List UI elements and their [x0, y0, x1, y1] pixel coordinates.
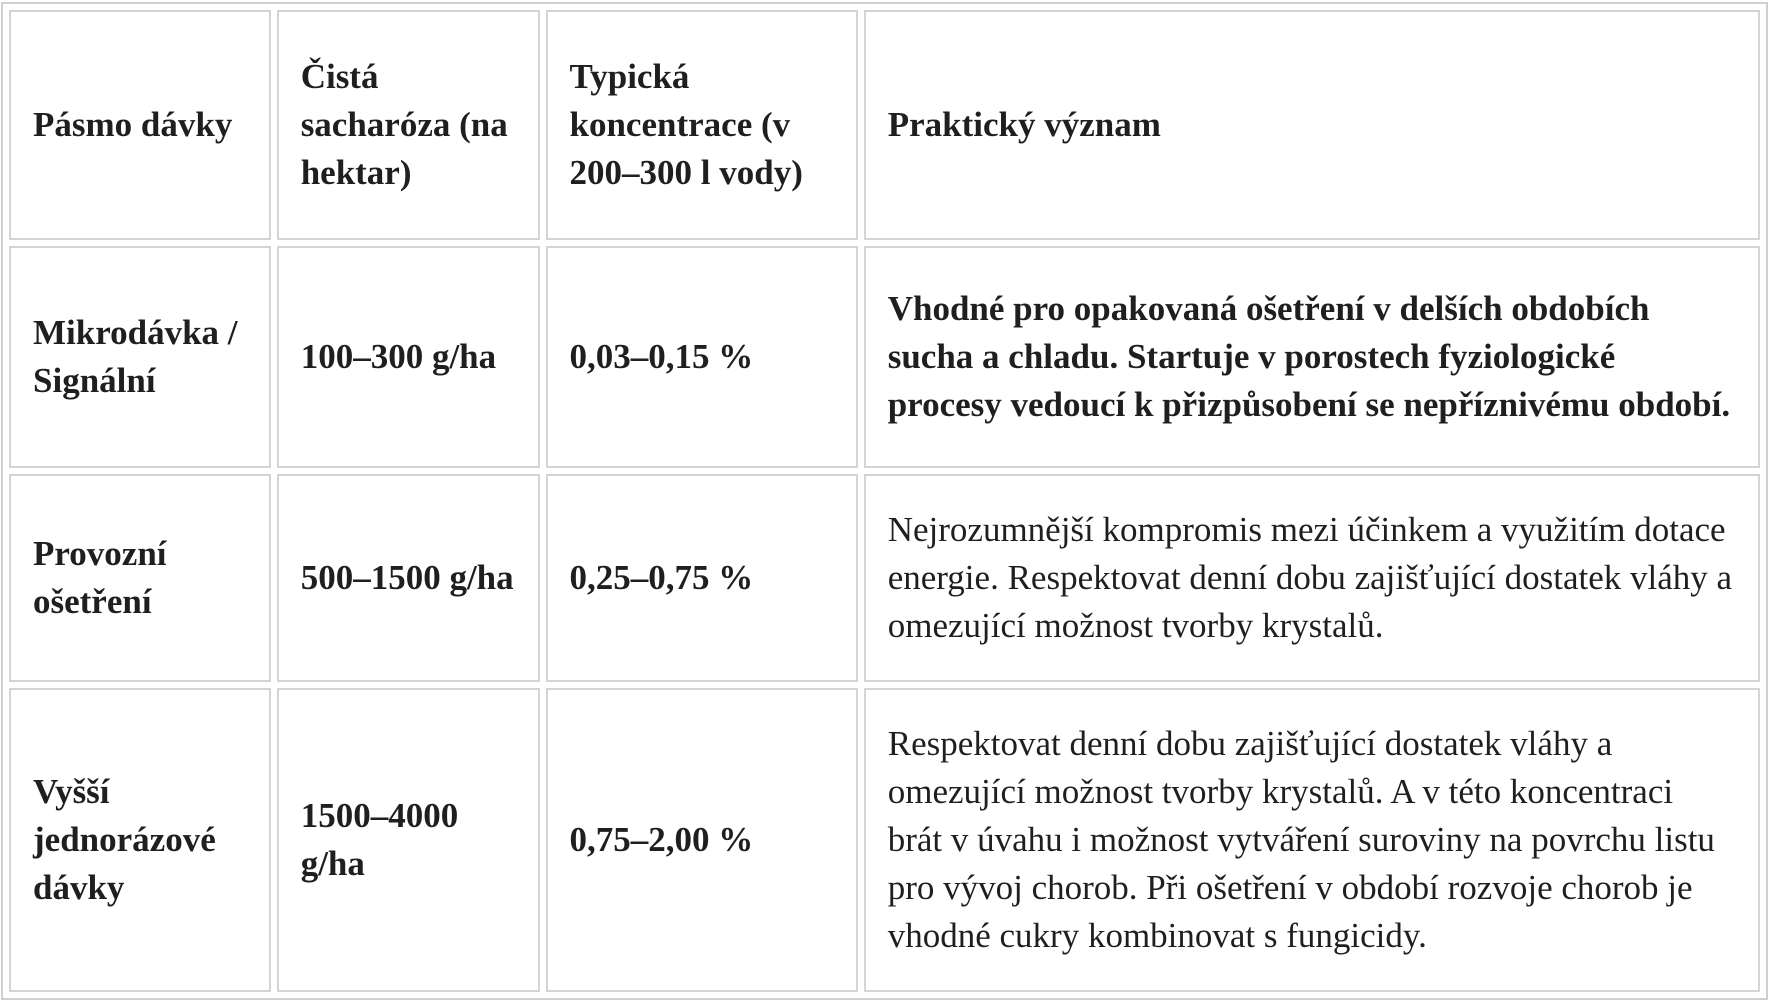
cell-sucrose: 500–1500 g/ha — [277, 474, 540, 682]
table-row — [9, 474, 1760, 682]
header-dose-zone: Pásmo dávky — [9, 10, 271, 240]
cell-meaning: Nejrozumnější kompromis mezi účinkem a využitím dotace energie. Respektovat denní dobu zajišťující dostatek vláhy a omezující možnost tvorby krystalů. — [864, 474, 1760, 682]
cell-zone: Provozní ošetření — [9, 474, 271, 682]
cell-concentration: 0,03–0,15 % — [546, 246, 858, 468]
header-typical-concentration: Typická koncentrace (v 200–300 l vody) — [546, 10, 858, 240]
cell-concentration: 0,25–0,75 % — [546, 474, 858, 682]
dose-table — [1, 2, 1768, 1000]
cell-sucrose: 100–300 g/ha — [277, 246, 540, 468]
header-practical-meaning: Praktický význam — [864, 10, 1760, 240]
table-row — [9, 688, 1760, 992]
cell-zone: Mikrodávka / Signální — [9, 246, 271, 468]
cell-concentration: 0,75–2,00 % — [546, 688, 858, 992]
cell-sucrose: 1500–4000 g/ha — [277, 688, 540, 992]
table-row — [9, 246, 1760, 468]
header-pure-sucrose: Čistá sacharóza (na hektar) — [277, 10, 540, 240]
cell-zone: Vyšší jednorázové dávky — [9, 688, 271, 992]
cell-meaning: Respektovat denní dobu zajišťující dostatek vláhy a omezující možnost tvorby krystalů. A v této koncentraci brát v úvahu i možnost vytváření suroviny na povrchu listu pro vývoj chorob. Při ošetření v období rozvoje chorob je vhodné cukry kombinovat s fungicidy. — [864, 688, 1760, 992]
table-header-row — [9, 10, 1760, 240]
cell-meaning: Vhodné pro opakovaná ošetření v delších obdobích sucha a chladu. Startuje v porostech fyziologické procesy vedoucí k přizpůsobení se nepříznivému období. — [864, 246, 1760, 468]
